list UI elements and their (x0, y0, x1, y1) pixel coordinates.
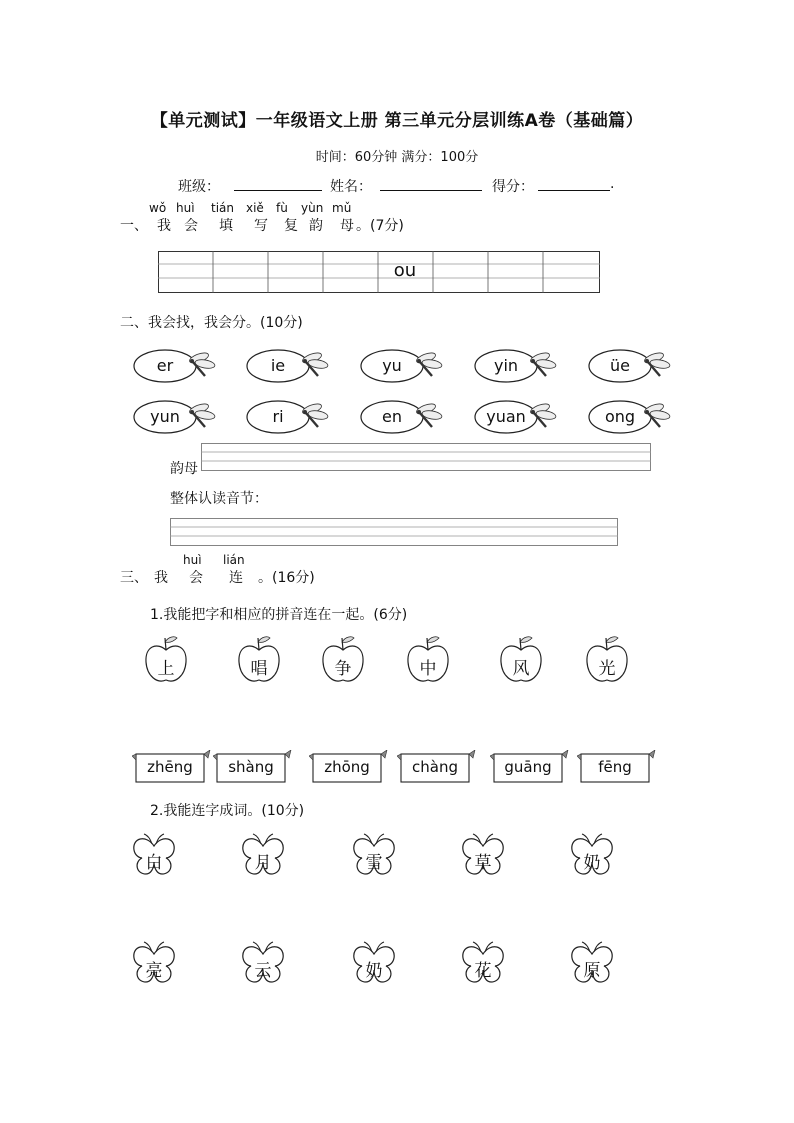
section3-prefix: 三、 (120, 570, 148, 586)
butterfly-hanzi: 云 (254, 961, 272, 981)
section3-hanzi: 连 (229, 570, 243, 586)
section1-char (149, 201, 175, 235)
butterfly-hanzi: 原 (583, 961, 601, 981)
apple-hanzi: 争 (334, 659, 352, 679)
butterfly-hanzi: 奶 (365, 961, 383, 981)
syllable-text: yin (493, 356, 519, 375)
section1-pinyin: wǒ (149, 201, 167, 215)
butterfly-hanzi: 亮 (145, 961, 163, 981)
whole-syllable-label: 整体认读音节： (170, 491, 268, 507)
section1-hanzi: 填 (219, 218, 233, 234)
syllable-text: yuan (486, 407, 526, 426)
syllable-text: üe (610, 356, 630, 375)
apple-hanzi: 上 (157, 659, 175, 679)
finals-answer-lines[interactable] (201, 443, 651, 471)
section3-pinyin: lián (223, 553, 245, 567)
pinyin-card-text: zhēng (147, 758, 193, 776)
section3-pinyin: huì (183, 553, 202, 567)
section1-hanzi: 韵 (309, 218, 323, 234)
apple-hanzi: 光 (598, 659, 616, 679)
class-label: 班级： (178, 179, 220, 195)
section3-char (183, 553, 207, 587)
name-label: 姓名： (330, 179, 372, 195)
section1-hanzi: 我 (157, 218, 171, 234)
section1-suffix: 。(7分) (356, 218, 404, 234)
pinyin-card-text: fēng (598, 758, 632, 776)
apple-hanzi: 中 (419, 659, 437, 679)
butterfly-hanzi: 花 (474, 961, 492, 981)
score-label: 得分： (492, 179, 534, 195)
section1-hanzi: 写 (254, 218, 268, 234)
syllable-text: ri (272, 407, 284, 426)
section1-pinyin: fù (276, 201, 288, 215)
class-blank[interactable] (234, 176, 322, 191)
apple-hanzi: 唱 (250, 659, 268, 679)
section3-hanzi: 会 (189, 570, 203, 586)
exam-time-score: 时间：60分钟 满分：100分 (315, 150, 479, 165)
page-title: 【单元测试】一年级语文上册 第三单元分层训练A卷（基础篇） (150, 111, 644, 131)
section1-char (211, 201, 237, 235)
syllable-text: ong (604, 407, 636, 426)
end-dot: . (610, 176, 615, 192)
section3-char (150, 567, 172, 587)
pinyin-card-text: chàng (412, 758, 458, 776)
butterfly-hanzi: 奶 (583, 853, 601, 873)
part1-heading: 1.我能把字和相应的拼音连在一起。(6分) (150, 607, 408, 623)
butterfly-hanzi: 月 (254, 853, 272, 873)
section1-pinyin: tián (211, 201, 234, 215)
pinyin-writing-grid[interactable] (158, 251, 600, 293)
section1-prefix: 一、 (120, 218, 148, 234)
syllable-text: yu (382, 356, 402, 375)
section1-hanzi: 会 (184, 218, 198, 234)
section1-char (301, 201, 327, 235)
whole-syllable-answer-lines[interactable] (170, 518, 618, 546)
butterfly-hanzi: 草 (474, 853, 492, 873)
butterfly-hanzi: 白 (145, 853, 163, 873)
butterfly-hanzi: 雪 (365, 853, 383, 873)
section1-pinyin: xiě (246, 201, 264, 215)
section1-char (332, 201, 358, 235)
syllable-text: yun (150, 407, 180, 426)
section2-heading: 二、我会找，我会分。(10分) (120, 315, 303, 331)
section1-char (246, 201, 272, 235)
pinyin-card-text: shàng (228, 758, 274, 776)
section3-suffix: 。(16分) (258, 570, 315, 586)
syllable-text: ie (270, 356, 286, 375)
section1-pinyin: yùn (301, 201, 324, 215)
section1-pinyin: mǔ (332, 201, 352, 215)
score-blank[interactable] (538, 176, 610, 191)
finals-label: 韵母 (170, 461, 198, 477)
pinyin-card-text: zhōng (324, 758, 370, 776)
name-blank[interactable] (380, 176, 482, 191)
section1-char (276, 201, 302, 235)
pinyin-card-text: guāng (504, 758, 552, 776)
section3-char (223, 553, 247, 587)
part2-heading: 2.我能连字成词。(10分) (150, 803, 305, 819)
syllable-text: er (156, 356, 174, 375)
apple-hanzi: 风 (512, 659, 530, 679)
section1-pinyin: huì (176, 201, 195, 215)
section3-hanzi: 我 (154, 570, 168, 586)
section1-char (176, 201, 202, 235)
grid-example-ou: ou (393, 260, 417, 281)
section1-hanzi: 复 (284, 218, 298, 234)
section1-hanzi: 母 (340, 218, 354, 234)
syllable-text: en (382, 407, 402, 426)
